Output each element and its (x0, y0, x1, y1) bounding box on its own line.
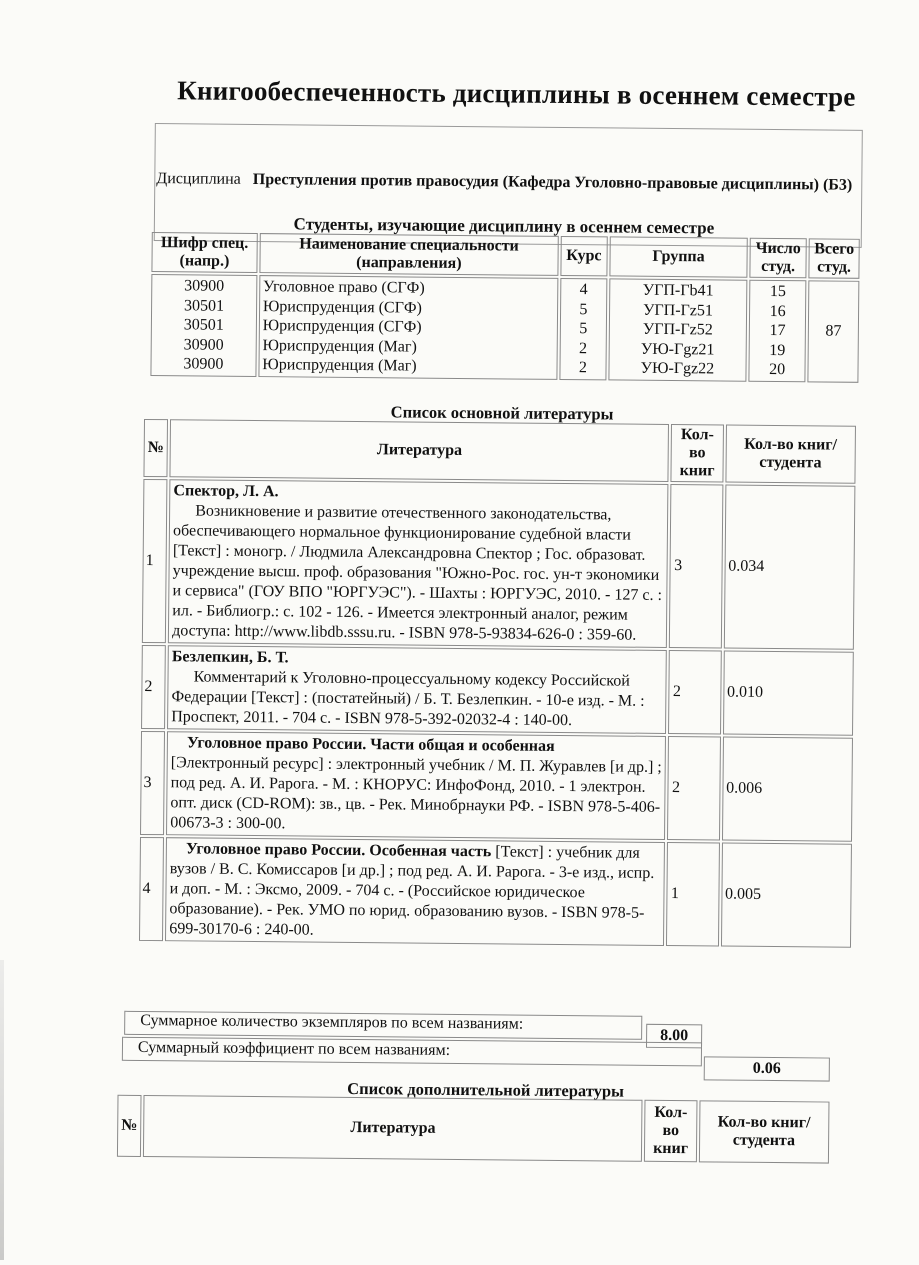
col-total: Всего студ. (808, 238, 859, 278)
lit-books: 3 (669, 484, 723, 648)
courses-cell (559, 278, 607, 380)
lit-author: Спектор, Л. А. (173, 482, 279, 501)
code-value: 30501 (183, 316, 224, 334)
lit-bold-title: Уголовное право России. Части общая и особенная (186, 734, 555, 755)
page-title: Книгообеспеченность дисциплины в осеннем семестре (177, 75, 856, 112)
scan-edge-shadow (0, 960, 4, 1260)
sum-copies-label: Суммарное количество экземпляров по всем названиям: (140, 1011, 524, 1033)
name-value: Юриспруденция (Маг) (262, 356, 417, 375)
main-lit-table (137, 417, 858, 950)
lit-per-student: 0.006 (722, 737, 853, 842)
course-value: 5 (579, 320, 588, 338)
count-value: 15 (769, 282, 786, 301)
lit-bold-title: Уголовное право России. Особенная часть (185, 840, 492, 861)
course-value: 4 (579, 281, 588, 299)
lit-text: Комментарий к Уголовно-процессуальному кодексу Российской Федерации [Текст] : (постатейный) / Б. Т. Безлепкин. - 10-е изд. - М. : Проспект, 2011. - 704 с. - ISBN 978-5-392-02032-4 : 140-00. (171, 668, 645, 730)
lit-text: Возникновение и развитие отечественного законодательства, обеспечивающего нормальное функционирование судебной власти [Текст] : моногр. / Людмила Александровна Спектор ; Гос. образоват. учреждение высш. проф. образования "Южно-Рос. гос. ун-т экономики и сервиса" (ГОУ ВПО "ЮРГУЭС"). - Шахты : ЮРГУЭС, 2010. - 127 с. : ил. - Библиогр.: с. 102 - 126. - Имеется электронный аналог, режим доступа: http://www.libdb.sssu.ru. - ISBN 978-5-93834-626-0 : 359-60. (172, 502, 663, 644)
discipline-value: Преступления против правосудия (Кафедра Уголовно-правовые дисциплины) (Б3) (252, 170, 853, 194)
col-group: Группа (609, 236, 748, 277)
lit-entry (165, 837, 665, 946)
lit-entry (167, 645, 667, 734)
name-value: Юриспруденция (СГФ) (262, 317, 422, 336)
lit-per-student: 0.010 (723, 651, 854, 736)
col-count: Число студ. (750, 238, 807, 279)
table-row (139, 837, 852, 948)
lit-books: 2 (668, 650, 721, 734)
col-code: Шифр спец.(напр.) (151, 232, 257, 273)
course-value: 2 (578, 339, 588, 357)
col-course: Курс (560, 236, 607, 276)
codes-cell (150, 274, 257, 377)
name-value: Юриспруденция (СГФ) (262, 297, 422, 317)
lit-col-per-student: Кол-во книг/студента (699, 1100, 830, 1163)
course-value: 2 (578, 359, 587, 377)
course-value: 5 (579, 300, 588, 318)
lit-entry (166, 731, 666, 840)
groups-cell (608, 278, 747, 381)
table-row (142, 479, 856, 650)
group-value: УГП-Гz52 (642, 320, 713, 339)
students-table (148, 230, 861, 384)
lit-books: 1 (666, 842, 719, 946)
code-value: 30900 (183, 355, 224, 373)
lit-col-per-student: Кол-во книг/студента (725, 425, 856, 484)
students-body-row (150, 274, 859, 382)
counts-cell (749, 280, 807, 382)
sum-copies-value: 8.00 (646, 1024, 702, 1049)
lit-col-num: № (117, 1095, 142, 1157)
group-value: УГП-Гb41 (642, 281, 714, 300)
total-cell: 87 (807, 280, 859, 382)
sum-coef-value: 0.06 (704, 1056, 830, 1081)
lit-per-student: 0.005 (721, 843, 852, 948)
col-name: Наименование специальности (направления) (259, 233, 559, 276)
code-value: 30900 (184, 277, 225, 295)
code-value: 30501 (183, 296, 225, 315)
count-value: 17 (769, 321, 786, 340)
lit-per-student: 0.034 (723, 485, 855, 650)
lit-text: [Электронный ресурс] : электронный учебник / М. П. Журавлев [и др.] ; под ред. А. И. Рарога. - М. : КНОРУС: ИнфоФонд, 2010. - 1 электрон. опт. диск (CD-ROM): зв., цв. - Рек. Минобрнауки РФ. - ISBN 978-5-406-00673-3 : 300-00. (170, 754, 662, 833)
extra-lit-table (115, 1093, 832, 1166)
row-num: 4 (139, 837, 164, 941)
row-num: 3 (140, 731, 165, 835)
table-row (141, 645, 854, 736)
lit-col-books: Кол-во книг (671, 424, 724, 482)
lit-author: Безлепкин, Б. Т. (171, 648, 289, 667)
discipline-label: Дисциплина (156, 170, 241, 188)
name-value: Юриспруденция (Маг) (262, 336, 417, 356)
group-value: УЮ-Гgz22 (640, 359, 715, 378)
count-value: 20 (769, 360, 786, 379)
table-row (140, 731, 853, 842)
lit-col-books: Кол-во книг (644, 1100, 697, 1162)
group-value: УЮ-Гgz21 (640, 340, 715, 358)
sum-coef-label: Суммарный коэффициент по всем названиям: (137, 1038, 451, 1059)
count-value: 19 (769, 341, 786, 359)
names-cell (258, 275, 558, 379)
lit-text: [Текст] : учебник для вузов / В. С. Комиссаров [и др.] ; под ред. А. И. Рарога. - 3-е изд., испр. и доп. - М. : Эксмо, 2009. - 704 с. - (Российское юридическое образование). - Рек. УМО по юрид. образованию вузов. - ISBN 978-5-699-30170-6 : 240-00. (169, 843, 655, 939)
row-num: 2 (141, 645, 166, 729)
name-value: Уголовное право (СГФ) (263, 278, 425, 297)
extra-lit-title: Список дополнительной литературы (347, 1078, 625, 1101)
group-value: УГП-Гz51 (643, 301, 714, 319)
row-num: 1 (142, 479, 168, 643)
code-value: 30900 (183, 335, 224, 354)
students-title: Студенты, изучающие дисциплину в осеннем семестре (293, 214, 715, 238)
main-lit-title: Список основной литературы (390, 402, 614, 424)
lit-col-lit: Литература (143, 1095, 643, 1162)
lit-col-lit: Литература (170, 419, 670, 482)
lit-books: 2 (667, 736, 720, 840)
lit-col-num: № (143, 419, 168, 477)
lit-entry (168, 479, 669, 648)
count-value: 16 (769, 302, 786, 320)
